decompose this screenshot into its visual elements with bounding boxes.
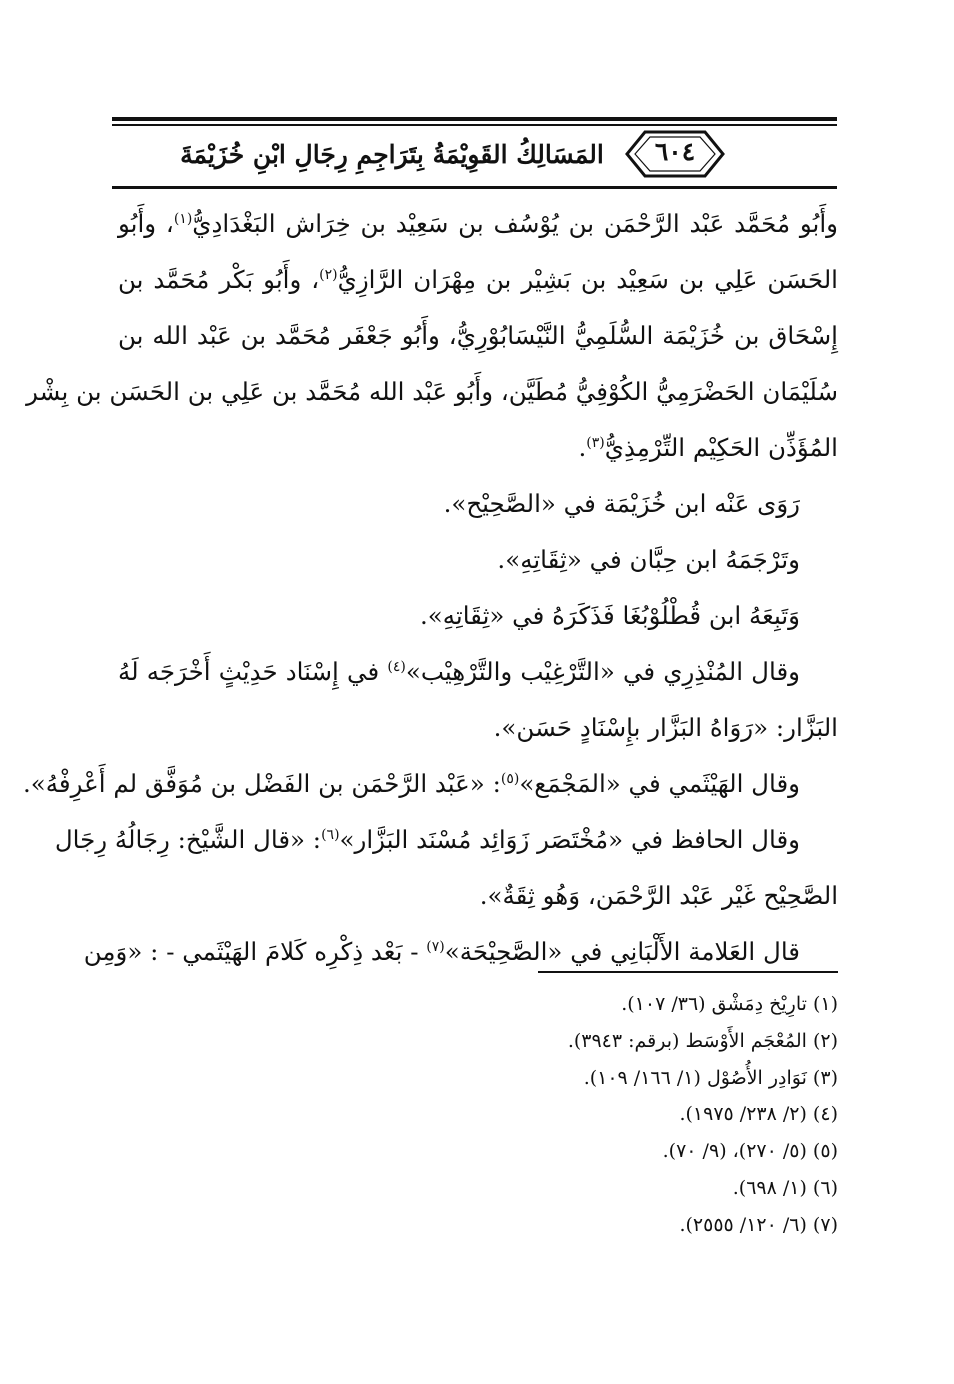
- line-text: قال العَلامة الأَلْبَانِي في «الصَّحِيْحَة»: [444, 937, 800, 966]
- footnote-reference[interactable]: (٤): [387, 658, 406, 675]
- line-text: المُؤَذِّن الحَكِيْم التِّرْمِذِيُّ: [604, 433, 838, 462]
- body-line: [118, 868, 838, 924]
- footnote-reference[interactable]: (٢): [319, 266, 338, 283]
- line-text: الحَسَن عَلِي بن سَعِيْد بن بَشِيْر بن مِهْرَان الرَّازِيُّ: [337, 265, 838, 294]
- body-text: [23, 196, 838, 980]
- footnote-reference[interactable]: (١): [173, 210, 193, 227]
- body-line: [118, 308, 838, 364]
- line-text: الصَّحِيْح غَيْر عَبْد الرَّحْمَن، وَهُو ثِقَةٌ».: [479, 881, 838, 910]
- line-text: سُلَيْمَان الحَضْرَمِيُّ الكُوْفِيُّ مُطَيَّن، وأَبُو عَبْد الله مُحَمَّد بن عَلِي بن الحَسَن بن بِشْر: [26, 377, 838, 406]
- body-line: [118, 252, 838, 308]
- footnotes: [118, 986, 838, 1244]
- body-line: [26, 364, 838, 420]
- line-text-continued: : «قال الشَّيْخ: رِجَالُهُ رِجَال: [54, 825, 322, 854]
- footnote: (١) تارِيْخ دِمَشْق (٣٦/ ١٠٧).: [621, 993, 838, 1015]
- footnote: (٧) (٦/ ١٢٠/ ٢٥٥٥).: [679, 1213, 838, 1236]
- page-number: ٦٠٤: [654, 137, 696, 166]
- body-line: [118, 476, 838, 532]
- running-title: المَسَالِكُ القَوِيْمَةُ بِتَرَاجِمِ رِجَالِ ابْنِ خُزَيْمَةَ: [180, 140, 604, 169]
- line-text: البَزَّار: «رَوَاهُ البَزَّار بإِسْنَادٍ حَسَن».: [493, 713, 838, 742]
- footnote-reference[interactable]: (٦): [321, 826, 340, 843]
- line-text: وَتَبِعَهُ ابن قُطْلُوْبُغَا فَذَكَرَهُ في «ثِقَاتِهِ».: [419, 601, 800, 630]
- line-text: وأَبُو مُحَمَّد عَبْد الرَّحْمَن بن يُوْسُف بن سَعِيْد بن خِرَاش البَغْدَادِيُّ: [192, 209, 838, 238]
- body-line: [118, 196, 838, 252]
- footnote: (٣) نَوَادِر الأُصُوْل (١/ ١٦٦/ ١٠٩).: [583, 1066, 838, 1089]
- line-text-continued: ، وأَبُو: [118, 209, 174, 238]
- body-line: [23, 756, 838, 812]
- footnote: (٢) المُعْجَم الأَوْسَط (برقم: ٣٩٤٣).: [567, 1029, 838, 1052]
- footnote: (٦) (١/ ٦٩٨).: [732, 1176, 838, 1199]
- line-text-continued: : «عَبْد الرَّحْمَن بن الفَضْل بن مُوَفَّق لم أَعْرِفْهُ».: [23, 769, 501, 798]
- line-text-continued: - بَعْد ذِكْرِه كَلامَ الهَيْثَمي - : «وَمِن: [83, 937, 427, 966]
- body-line: [118, 420, 838, 476]
- footnote-reference[interactable]: (٥): [500, 770, 520, 787]
- line-text-continued: .: [578, 433, 587, 462]
- footnote-reference[interactable]: (٧): [426, 938, 445, 955]
- line-text: وقال المُنْذِرِي في «التَّرْغِيْب والتَّرْهِيْب»: [405, 657, 800, 686]
- line-text: وتَرْجَمَهُ ابن حِبَّان في «ثِقَاتِهِ».: [497, 545, 800, 574]
- body-line: [118, 532, 838, 588]
- line-text: وقال الهَيْثَمي في «المَجْمَع»: [519, 769, 800, 798]
- footnote-separator: [538, 971, 838, 973]
- line-text-continued: ، وأَبُو بَكْر مُحَمَّد بن: [118, 265, 320, 294]
- header-rule-thick: [112, 117, 837, 121]
- footnote: (٤) (٢/ ٢٣٨/ ١٩٧٥).: [679, 1103, 838, 1126]
- footnote: (٥) (٥/ ٢٧٠)، (٩/ ٧٠).: [662, 1140, 838, 1163]
- body-line: [118, 588, 838, 644]
- line-text-continued: في إِسْنَاد حَدِيْثٍ أَخْرَجَه لَهُ: [118, 657, 388, 686]
- line-text: وقال الحافظ في «مُخْتَصَر زَوَائِد مُسْنَد البَزَّار»: [339, 825, 800, 854]
- header-rule-thin: [112, 124, 837, 126]
- line-text: رَوَى عَنْه ابن خُزَيْمَة في «الصَّحِيْح».: [443, 489, 800, 518]
- header-rule-bottom: [112, 186, 837, 189]
- body-line: [118, 644, 838, 700]
- footnote-reference[interactable]: (٣): [586, 434, 605, 451]
- body-line: [54, 812, 838, 868]
- line-text: إِسْحَاق بن خُزَيْمَة السُّلَمِيُّ النَّيْسَابُوْرِيُّ، وأَبُو جَعْفَر مُحَمَّد بن عَبْد الله بن: [118, 321, 838, 350]
- body-line: [118, 700, 838, 756]
